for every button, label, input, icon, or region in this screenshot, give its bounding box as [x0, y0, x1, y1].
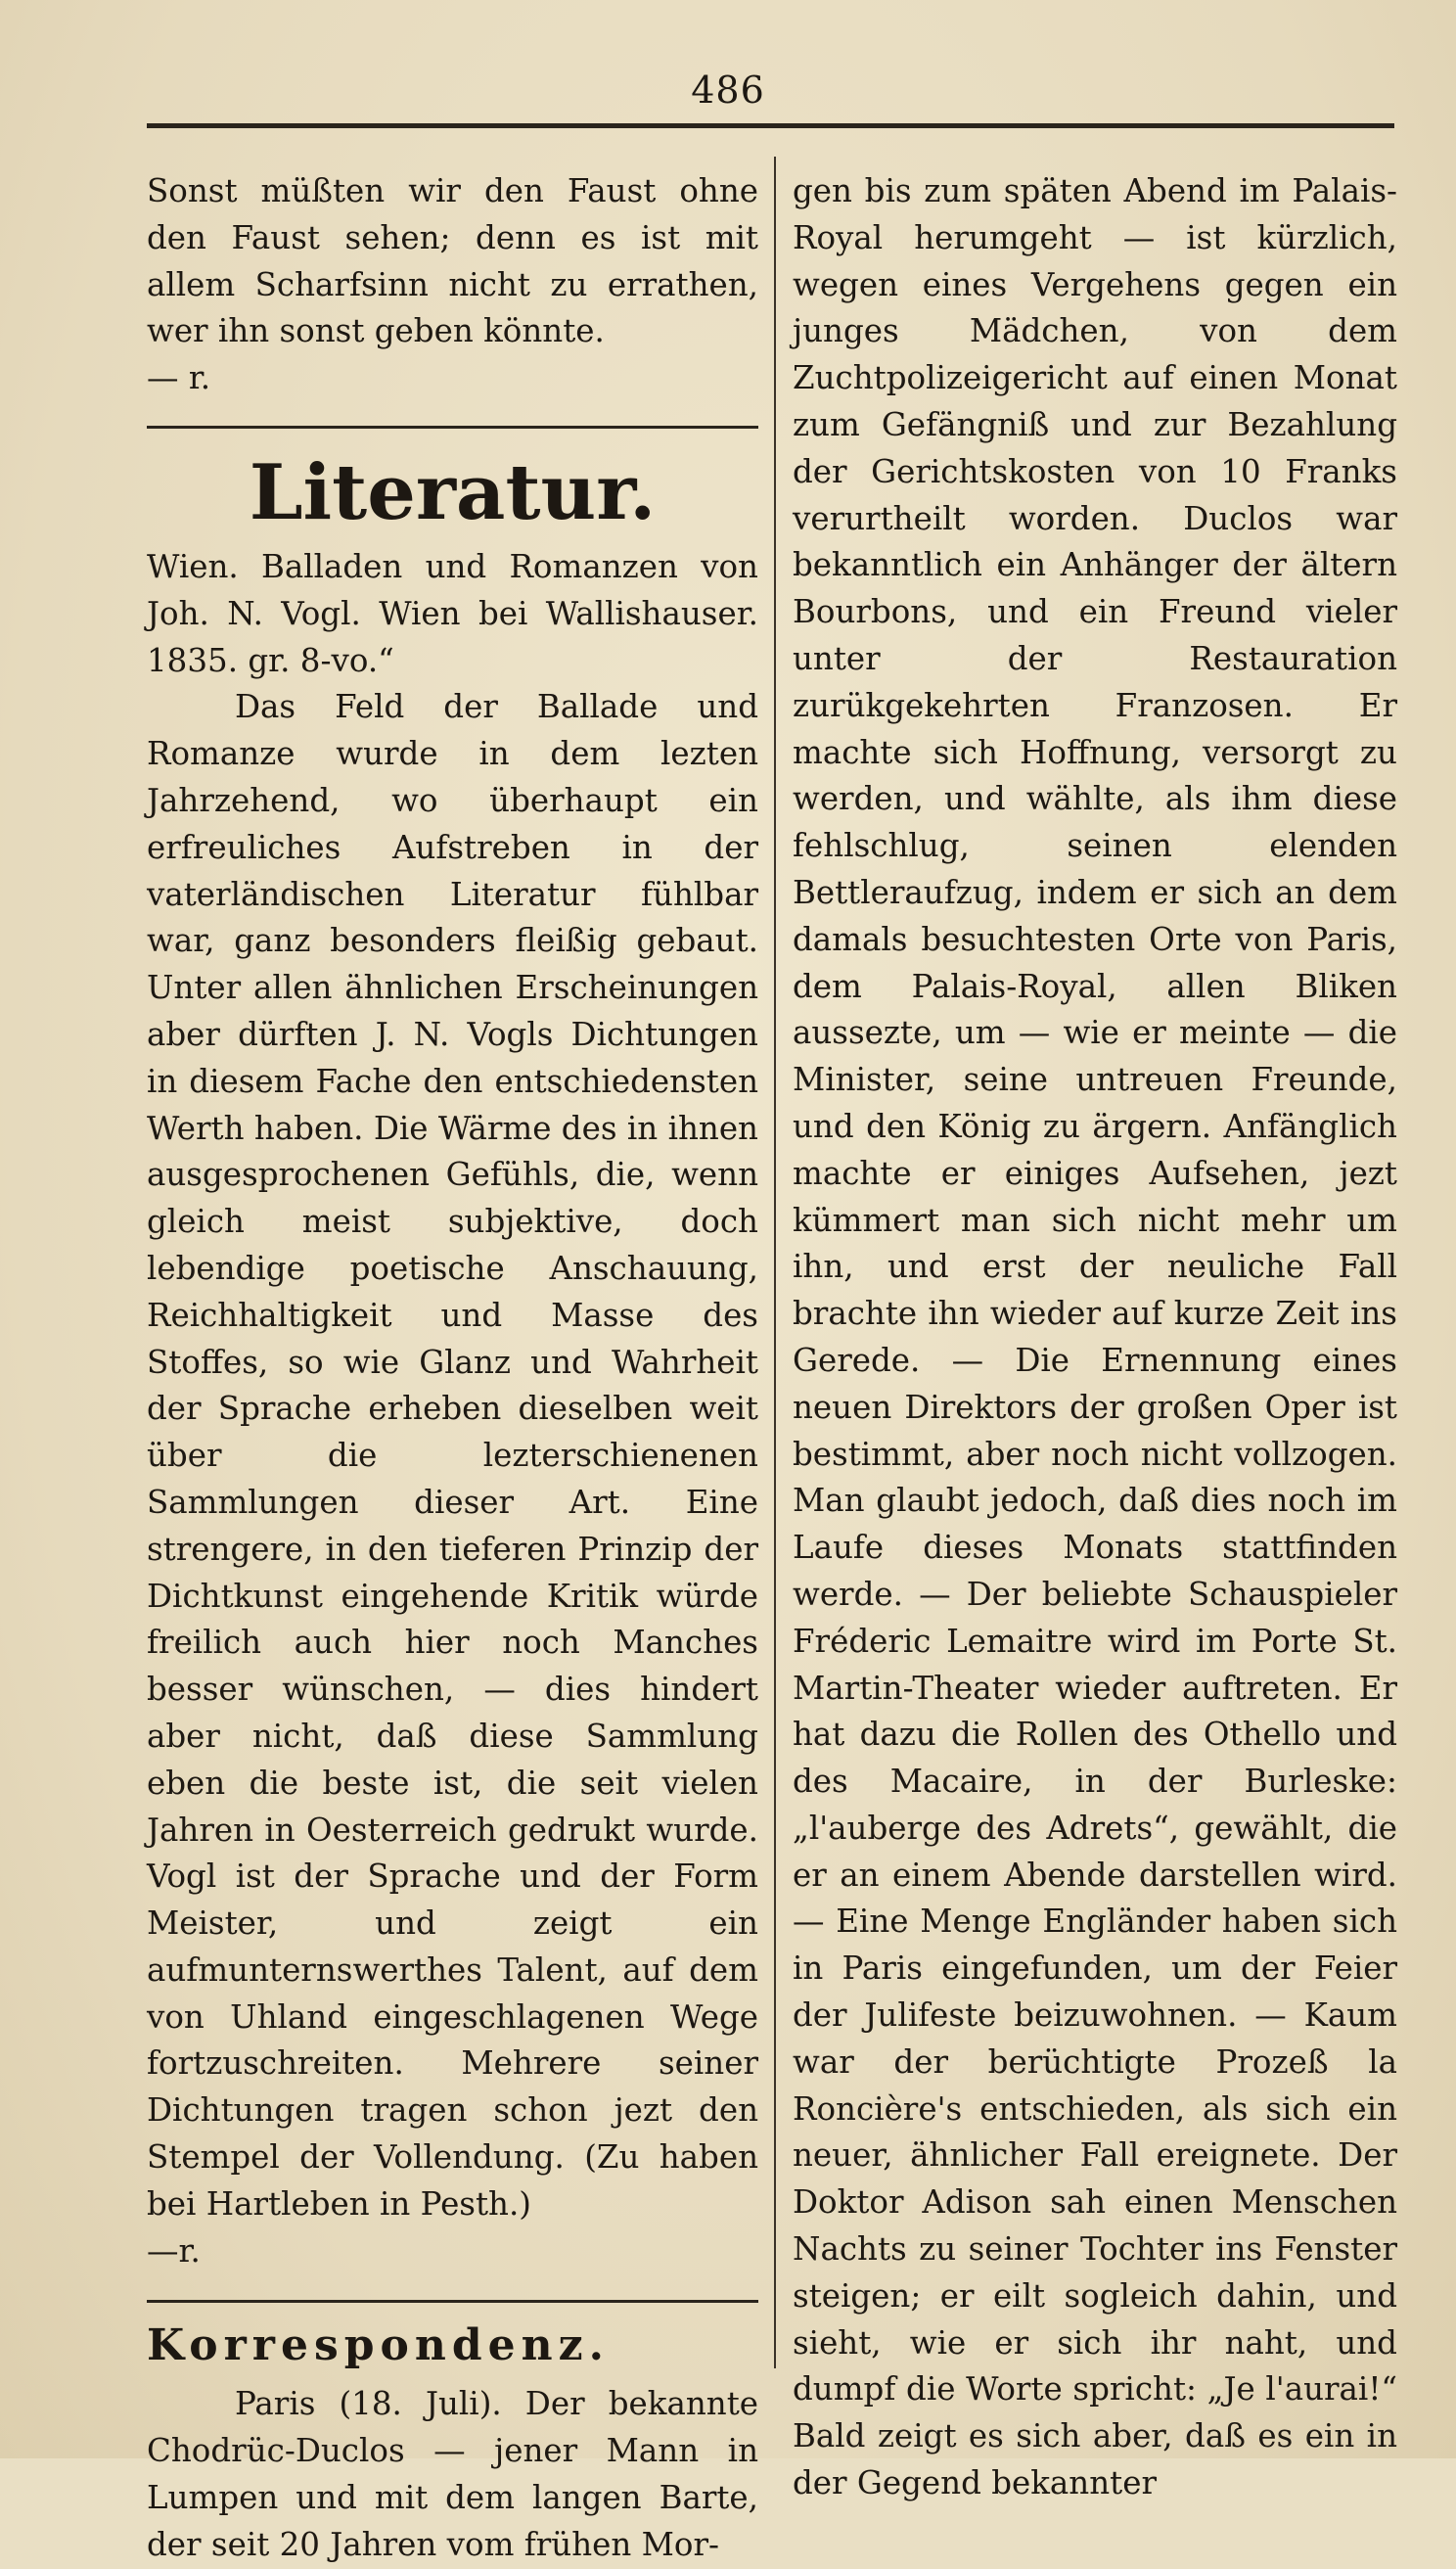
intro-paragraph: Sonst müßten wir den Faust ohne den Faust sehen; denn es ist mit allem Scharfsinn nicht zu errathen, wer ihn sonst geben könnte.: [147, 172, 758, 350]
section-rule: [147, 426, 758, 429]
book-entry: Wien. Balladen und Romanzen von Joh. N. Vogl. Wien bei Wallishauser. 1835. gr. 8-vo.“: [147, 547, 758, 679]
left-column: [147, 168, 758, 2569]
correspondence-start: Paris (18. Juli). Der bekannte Chodrüc-Duclos — jener Mann in Lumpen und mit dem langen Barte, der seit 20 Jahren vom frühen Mor-: [147, 2385, 758, 2563]
intro-signature: — r.: [147, 359, 211, 397]
review-text: Das Feld der Ballade und Romanze wurde in dem lezten Jahrzehend, wo überhaupt ein erfreuliches Aufstreben in der vaterländischen Literatur fühlbar war, ganz besonders fleißig gebaut. Unter allen ähnlichen Erscheinungen aber dürften J. N. Vogls Dichtungen in diesem Fache den entschiedensten Werth haben. Die Wärme des in ihnen ausgesprochenen Gefühls, die, wenn gleich meist subjektive, doch lebendige poetische Anschauung, Reichhaltigkeit und Masse des Stoffes, so wie Glanz und Wahrheit der Sprache erheben dieselben weit über die lezterschienenen Sammlungen dieser Art. Eine strengere, in den tieferen Prinzip der Dichtkunst eingehende Kritik würde freilich auch hier noch Manches besser wünschen, — dies hindert aber nicht, daß diese Sammlung eben die beste ist, die seit vielen Jahren in Oesterreich gedrukt wurde. Vogl ist der Sprache und der Form Meister, und zeigt ein aufmunternswerthes Talent, auf dem von Uhland eingeschlagenen Wege fortzuschreiten. Mehrere seiner Dichtungen tragen schon jezt den Stempel der Vollendung. (Zu haben bei Hartleben in Pesth.): [147, 688, 758, 2223]
review-signature: —r.: [147, 2231, 201, 2270]
literature-heading: Literatur.: [249, 447, 657, 537]
column-divider: [774, 157, 776, 2368]
correspondence-continuation: gen bis zum späten Abend im Palais-Royal herumgeht — ist kürzlich, wegen eines Vergehens gegen ein junges Mädchen, von dem Zuchtpolizeigericht auf einen Monat zum Gefängniß und zur Bezahlung der Gerichtskosten von 10 Franks verurtheilt worden. Duclos war bekanntlich ein Anhänger der ältern Bourbons, und ein Freund vieler unter der Restauration zurükgekehrten Franzosen. Er machte sich Hoffnung, versorgt zu werden, und wählte, als ihm diese fehlschlug, seinen elenden Bettleraufzug, indem er sich an dem damals besuchtesten Orte von Paris, dem Palais-Royal, allen Bliken aussezte, um — wie er meinte — die Minister, seine untreuen Freunde, und den König zu ärgern. Anfänglich machte er einiges Aufsehen, jezt kümmert man sich nicht mehr um ihn, und erst der neuliche Fall brachte ihn wieder auf kurze Zeit ins Gerede. — Die Ernennung eines neuen Direktors der großen Oper ist bestimmt, aber noch nicht vollzogen. Man glaubt jedoch, daß dies noch im Laufe dieses Monats stattfinden werde. — Der beliebte Schauspieler Fréderic Lemaitre wird im Porte St. Martin-Theater wieder auftreten. Er hat dazu die Rollen des Othello und des Macaire, in der Burleske: „l'auberge des Adrets“, gewählt, die er an einem Abende darstellen wird. — Eine Menge Engländer haben sich in Paris eingefunden, um der Feier der Julifeste beizuwohnen. — Kaum war der berüchtigte Prozeß la Roncière's entschieden, als sich ein neuer, ähnlicher Fall ereignete. Der Doktor Adison sah einen Menschen Nachts zu seiner Tochter ins Fenster steigen; er eilt sogleich dahin, und sieht, wie er sich ihr naht, und dumpf die Worte spricht: „Je l'aurai!“ Bald zeigt es sich aber, daß es ein in der Gegend bekannter: [793, 172, 1397, 2502]
right-column: [793, 168, 1397, 2507]
page-number: 486: [691, 69, 765, 112]
section-rule: [147, 2300, 758, 2303]
header-rule: [147, 123, 1394, 128]
correspondence-heading: Korrespondenz.: [147, 2320, 610, 2371]
